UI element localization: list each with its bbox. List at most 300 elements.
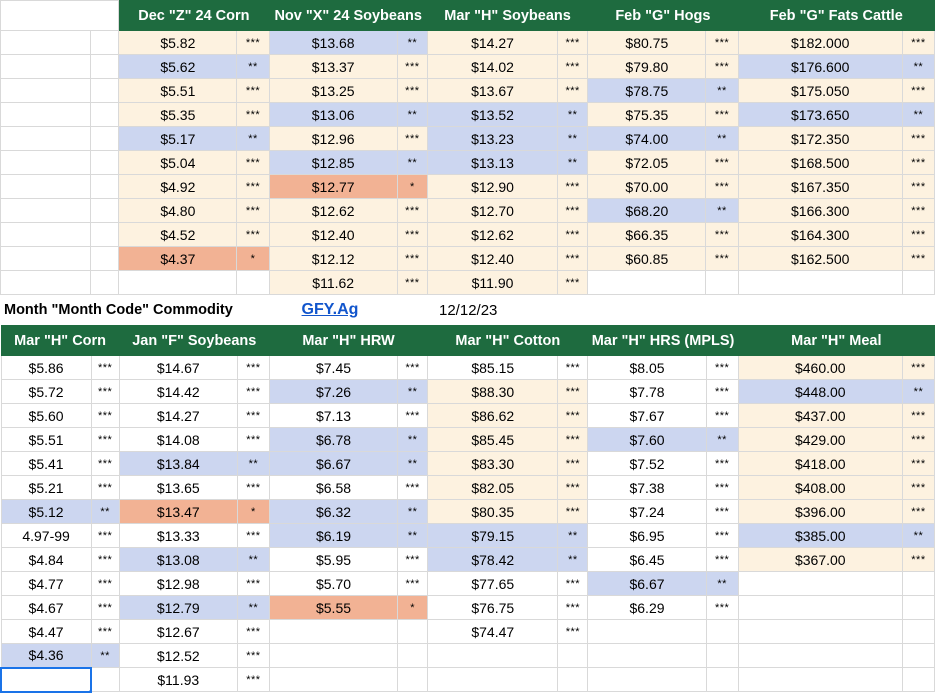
price-cell[interactable]: $6.29 <box>588 596 706 620</box>
row-blank-cell[interactable] <box>1 151 91 175</box>
stars-cell[interactable]: *** <box>237 103 269 127</box>
stars-cell[interactable]: *** <box>397 127 427 151</box>
price-cell[interactable]: $12.62 <box>427 223 557 247</box>
stars-cell[interactable]: *** <box>237 79 269 103</box>
stars-cell[interactable]: ** <box>237 452 269 476</box>
price-cell[interactable]: $14.27 <box>427 31 557 55</box>
price-cell[interactable]: $7.60 <box>588 428 706 452</box>
price-cell[interactable]: $13.25 <box>269 79 397 103</box>
price-cell[interactable] <box>269 620 397 644</box>
price-cell[interactable] <box>119 271 237 295</box>
price-cell[interactable]: $13.08 <box>119 548 237 572</box>
stars-cell[interactable]: *** <box>237 668 269 692</box>
price-cell[interactable]: $13.52 <box>427 103 557 127</box>
stars-cell[interactable]: ** <box>558 103 588 127</box>
price-cell[interactable]: $5.21 <box>1 476 91 500</box>
stars-cell[interactable]: * <box>398 596 428 620</box>
price-cell[interactable]: $86.62 <box>428 404 558 428</box>
price-cell[interactable]: $4.36 <box>1 644 91 668</box>
price-cell[interactable]: $60.85 <box>588 247 706 271</box>
stars-cell[interactable]: * <box>397 175 427 199</box>
price-cell[interactable]: $11.93 <box>119 668 237 692</box>
price-cell[interactable]: $13.37 <box>269 55 397 79</box>
price-cell[interactable] <box>588 271 706 295</box>
price-cell[interactable]: $80.35 <box>428 500 558 524</box>
stars-cell[interactable]: *** <box>398 476 428 500</box>
stars-cell[interactable]: *** <box>237 428 269 452</box>
stars-cell[interactable]: ** <box>902 55 934 79</box>
stars-cell[interactable] <box>902 620 934 644</box>
price-cell[interactable] <box>588 644 706 668</box>
price-cell[interactable]: $13.68 <box>269 31 397 55</box>
price-cell[interactable]: $164.300 <box>738 223 902 247</box>
price-cell[interactable]: $4.77 <box>1 572 91 596</box>
stars-cell[interactable]: ** <box>397 31 427 55</box>
price-cell[interactable]: $66.35 <box>588 223 706 247</box>
price-cell[interactable]: $5.86 <box>1 356 91 380</box>
price-cell[interactable]: $5.62 <box>119 55 237 79</box>
price-cell[interactable]: $7.26 <box>269 380 397 404</box>
stars-cell[interactable]: *** <box>91 476 119 500</box>
stars-cell[interactable]: *** <box>237 644 269 668</box>
row-blank-cell[interactable] <box>1 223 91 247</box>
stars-cell[interactable]: *** <box>902 428 934 452</box>
row-blank-cell[interactable] <box>91 79 119 103</box>
price-cell[interactable]: $7.67 <box>588 404 706 428</box>
price-cell[interactable] <box>1 668 91 692</box>
stars-cell[interactable]: ** <box>91 644 119 668</box>
price-cell[interactable]: $13.13 <box>427 151 557 175</box>
stars-cell[interactable]: *** <box>237 620 269 644</box>
stars-cell[interactable]: *** <box>706 548 738 572</box>
stars-cell[interactable]: ** <box>398 500 428 524</box>
price-cell[interactable]: $5.35 <box>119 103 237 127</box>
stars-cell[interactable]: *** <box>91 452 119 476</box>
stars-cell[interactable]: *** <box>398 356 428 380</box>
stars-cell[interactable]: *** <box>91 404 119 428</box>
price-cell[interactable] <box>428 644 558 668</box>
price-cell[interactable]: $5.04 <box>119 151 237 175</box>
stars-cell[interactable]: *** <box>398 548 428 572</box>
stars-cell[interactable]: ** <box>237 55 269 79</box>
stars-cell[interactable]: *** <box>91 356 119 380</box>
stars-cell[interactable]: *** <box>706 524 738 548</box>
row-blank-cell[interactable] <box>91 151 119 175</box>
stars-cell[interactable]: ** <box>237 548 269 572</box>
price-cell[interactable] <box>738 572 902 596</box>
price-cell[interactable]: $14.27 <box>119 404 237 428</box>
price-cell[interactable]: $4.52 <box>119 223 237 247</box>
stars-cell[interactable]: ** <box>397 103 427 127</box>
price-cell[interactable]: $12.67 <box>119 620 237 644</box>
price-cell[interactable]: $12.62 <box>269 199 397 223</box>
stars-cell[interactable]: *** <box>558 31 588 55</box>
row-blank-cell[interactable] <box>91 127 119 151</box>
row-blank-cell[interactable] <box>1 175 91 199</box>
price-cell[interactable] <box>738 596 902 620</box>
stars-cell[interactable]: *** <box>558 79 588 103</box>
stars-cell[interactable]: *** <box>398 572 428 596</box>
stars-cell[interactable]: *** <box>902 548 934 572</box>
stars-cell[interactable] <box>237 271 269 295</box>
stars-cell[interactable] <box>706 271 738 295</box>
price-cell[interactable]: $78.42 <box>428 548 558 572</box>
stars-cell[interactable]: *** <box>91 596 119 620</box>
stars-cell[interactable] <box>902 644 934 668</box>
stars-cell[interactable]: *** <box>706 404 738 428</box>
stars-cell[interactable]: *** <box>237 151 269 175</box>
stars-cell[interactable]: *** <box>397 223 427 247</box>
price-cell[interactable]: $79.80 <box>588 55 706 79</box>
stars-cell[interactable] <box>91 668 119 692</box>
stars-cell[interactable]: *** <box>902 247 934 271</box>
price-cell[interactable]: $6.19 <box>269 524 397 548</box>
stars-cell[interactable]: *** <box>237 31 269 55</box>
row-blank-cell[interactable] <box>1 127 91 151</box>
stars-cell[interactable]: *** <box>237 175 269 199</box>
stars-cell[interactable]: *** <box>706 31 738 55</box>
price-cell[interactable]: $75.35 <box>588 103 706 127</box>
stars-cell[interactable]: *** <box>91 428 119 452</box>
row-blank-cell[interactable] <box>91 247 119 271</box>
price-cell[interactable]: $14.02 <box>427 55 557 79</box>
stars-cell[interactable]: *** <box>397 79 427 103</box>
price-cell[interactable]: $7.78 <box>588 380 706 404</box>
stars-cell[interactable]: *** <box>558 572 588 596</box>
price-cell[interactable]: $7.13 <box>269 404 397 428</box>
row-blank-cell[interactable] <box>91 103 119 127</box>
row-blank-cell[interactable] <box>91 199 119 223</box>
row-blank-cell[interactable] <box>1 199 91 223</box>
stars-cell[interactable]: *** <box>902 404 934 428</box>
stars-cell[interactable] <box>398 620 428 644</box>
stars-cell[interactable] <box>706 620 738 644</box>
stars-cell[interactable]: *** <box>237 524 269 548</box>
row-blank-cell[interactable] <box>91 175 119 199</box>
price-cell[interactable]: $5.95 <box>269 548 397 572</box>
price-cell[interactable]: $460.00 <box>738 356 902 380</box>
row-blank-cell[interactable] <box>1 55 91 79</box>
price-cell[interactable] <box>269 668 397 692</box>
stars-cell[interactable]: *** <box>558 55 588 79</box>
price-cell[interactable]: $437.00 <box>738 404 902 428</box>
price-cell[interactable]: $6.95 <box>588 524 706 548</box>
stars-cell[interactable]: *** <box>902 31 934 55</box>
price-cell[interactable]: $80.75 <box>588 31 706 55</box>
price-cell[interactable]: $8.05 <box>588 356 706 380</box>
price-cell[interactable]: $5.72 <box>1 380 91 404</box>
price-cell[interactable]: $12.98 <box>119 572 237 596</box>
row-blank-cell[interactable] <box>1 271 91 295</box>
price-cell[interactable]: $77.65 <box>428 572 558 596</box>
stars-cell[interactable]: ** <box>237 127 269 151</box>
price-cell[interactable] <box>738 271 902 295</box>
stars-cell[interactable]: *** <box>902 500 934 524</box>
row-blank-cell[interactable] <box>1 247 91 271</box>
stars-cell[interactable]: *** <box>237 356 269 380</box>
stars-cell[interactable]: *** <box>237 404 269 428</box>
price-cell[interactable]: $5.60 <box>1 404 91 428</box>
price-cell[interactable]: $14.42 <box>119 380 237 404</box>
stars-cell[interactable]: ** <box>558 524 588 548</box>
price-cell[interactable]: $396.00 <box>738 500 902 524</box>
price-cell[interactable]: $11.62 <box>269 271 397 295</box>
stars-cell[interactable]: *** <box>91 380 119 404</box>
price-cell[interactable]: $173.650 <box>738 103 902 127</box>
price-cell[interactable]: $5.55 <box>269 596 397 620</box>
gfy-ag-link-cell[interactable] <box>275 295 385 325</box>
row-blank-cell[interactable] <box>91 55 119 79</box>
stars-cell[interactable] <box>902 668 934 692</box>
price-cell[interactable]: $6.45 <box>588 548 706 572</box>
price-cell[interactable]: $11.90 <box>427 271 557 295</box>
price-cell[interactable]: $14.08 <box>119 428 237 452</box>
price-cell[interactable]: $13.67 <box>427 79 557 103</box>
stars-cell[interactable]: *** <box>902 476 934 500</box>
stars-cell[interactable]: ** <box>558 151 588 175</box>
gfy-ag-link[interactable]: GFY.Ag <box>301 301 359 318</box>
price-cell[interactable]: 4.97-99 <box>1 524 91 548</box>
stars-cell[interactable]: *** <box>558 223 588 247</box>
price-cell[interactable]: $5.51 <box>119 79 237 103</box>
row-blank-cell[interactable] <box>91 271 119 295</box>
price-cell[interactable]: $72.05 <box>588 151 706 175</box>
stars-cell[interactable]: *** <box>558 271 588 295</box>
price-cell[interactable]: $4.37 <box>119 247 237 271</box>
stars-cell[interactable]: ** <box>237 596 269 620</box>
price-cell[interactable]: $6.78 <box>269 428 397 452</box>
stars-cell[interactable]: *** <box>91 548 119 572</box>
price-cell[interactable]: $4.67 <box>1 596 91 620</box>
stars-cell[interactable]: ** <box>706 572 738 596</box>
price-cell[interactable] <box>269 644 397 668</box>
stars-cell[interactable]: *** <box>706 55 738 79</box>
price-cell[interactable] <box>738 620 902 644</box>
price-cell[interactable]: $172.350 <box>738 127 902 151</box>
price-cell[interactable] <box>738 644 902 668</box>
stars-cell[interactable]: *** <box>91 572 119 596</box>
stars-cell[interactable]: ** <box>397 151 427 175</box>
stars-cell[interactable]: *** <box>706 356 738 380</box>
stars-cell[interactable]: *** <box>397 55 427 79</box>
stars-cell[interactable]: *** <box>397 199 427 223</box>
row-blank-cell[interactable] <box>91 31 119 55</box>
stars-cell[interactable]: ** <box>902 380 934 404</box>
price-cell[interactable]: $418.00 <box>738 452 902 476</box>
price-cell[interactable]: $176.600 <box>738 55 902 79</box>
price-cell[interactable]: $175.050 <box>738 79 902 103</box>
stars-cell[interactable]: *** <box>91 524 119 548</box>
stars-cell[interactable]: *** <box>902 151 934 175</box>
stars-cell[interactable]: *** <box>902 175 934 199</box>
price-cell[interactable]: $13.33 <box>119 524 237 548</box>
price-cell[interactable]: $12.40 <box>269 223 397 247</box>
price-cell[interactable]: $162.500 <box>738 247 902 271</box>
stars-cell[interactable]: *** <box>237 572 269 596</box>
price-cell[interactable]: $429.00 <box>738 428 902 452</box>
price-cell[interactable]: $5.82 <box>119 31 237 55</box>
stars-cell[interactable]: *** <box>706 452 738 476</box>
price-cell[interactable]: $4.80 <box>119 199 237 223</box>
price-cell[interactable]: $5.51 <box>1 428 91 452</box>
price-cell[interactable]: $5.17 <box>119 127 237 151</box>
stars-cell[interactable]: ** <box>398 428 428 452</box>
price-cell[interactable]: $7.38 <box>588 476 706 500</box>
stars-cell[interactable]: *** <box>237 199 269 223</box>
stars-cell[interactable]: *** <box>706 103 738 127</box>
stars-cell[interactable]: ** <box>706 79 738 103</box>
stars-cell[interactable]: ** <box>91 500 119 524</box>
price-cell[interactable]: $385.00 <box>738 524 902 548</box>
stars-cell[interactable]: * <box>237 500 269 524</box>
price-cell[interactable]: $88.30 <box>428 380 558 404</box>
price-cell[interactable]: $74.47 <box>428 620 558 644</box>
price-cell[interactable]: $6.32 <box>269 500 397 524</box>
stars-cell[interactable]: *** <box>558 199 588 223</box>
stars-cell[interactable]: ** <box>558 548 588 572</box>
stars-cell[interactable]: *** <box>902 199 934 223</box>
stars-cell[interactable]: *** <box>397 247 427 271</box>
row-blank-cell[interactable] <box>1 79 91 103</box>
stars-cell[interactable]: ** <box>398 380 428 404</box>
row-blank-cell[interactable] <box>91 223 119 247</box>
stars-cell[interactable]: *** <box>706 175 738 199</box>
price-cell[interactable]: $7.24 <box>588 500 706 524</box>
price-cell[interactable]: $12.85 <box>269 151 397 175</box>
price-cell[interactable]: $6.67 <box>269 452 397 476</box>
price-cell[interactable]: $7.52 <box>588 452 706 476</box>
stars-cell[interactable]: *** <box>237 476 269 500</box>
stars-cell[interactable]: ** <box>902 103 934 127</box>
stars-cell[interactable]: *** <box>558 247 588 271</box>
stars-cell[interactable]: ** <box>558 127 588 151</box>
stars-cell[interactable] <box>398 644 428 668</box>
stars-cell[interactable]: *** <box>706 223 738 247</box>
price-cell[interactable]: $85.15 <box>428 356 558 380</box>
stars-cell[interactable]: *** <box>902 79 934 103</box>
price-cell[interactable]: $4.92 <box>119 175 237 199</box>
price-cell[interactable]: $12.79 <box>119 596 237 620</box>
stars-cell[interactable]: *** <box>558 452 588 476</box>
price-cell[interactable]: $12.70 <box>427 199 557 223</box>
stars-cell[interactable] <box>902 596 934 620</box>
selection-handle[interactable] <box>88 689 91 692</box>
price-cell[interactable]: $4.84 <box>1 548 91 572</box>
stars-cell[interactable]: *** <box>91 620 119 644</box>
price-cell[interactable]: $79.15 <box>428 524 558 548</box>
stars-cell[interactable]: *** <box>558 596 588 620</box>
stars-cell[interactable]: *** <box>558 175 588 199</box>
stars-cell[interactable]: *** <box>902 127 934 151</box>
stars-cell[interactable]: *** <box>902 223 934 247</box>
stars-cell[interactable]: *** <box>558 428 588 452</box>
stars-cell[interactable]: *** <box>706 476 738 500</box>
price-cell[interactable]: $7.45 <box>269 356 397 380</box>
stars-cell[interactable]: *** <box>902 356 934 380</box>
price-cell[interactable]: $14.67 <box>119 356 237 380</box>
price-cell[interactable]: $12.77 <box>269 175 397 199</box>
stars-cell[interactable]: *** <box>706 151 738 175</box>
price-cell[interactable]: $12.90 <box>427 175 557 199</box>
stars-cell[interactable] <box>706 668 738 692</box>
stars-cell[interactable]: *** <box>706 500 738 524</box>
price-cell[interactable] <box>588 620 706 644</box>
price-cell[interactable]: $12.52 <box>119 644 237 668</box>
price-cell[interactable]: $5.12 <box>1 500 91 524</box>
price-cell[interactable]: $70.00 <box>588 175 706 199</box>
stars-cell[interactable]: *** <box>902 452 934 476</box>
price-cell[interactable]: $13.06 <box>269 103 397 127</box>
stars-cell[interactable]: *** <box>558 380 588 404</box>
stars-cell[interactable] <box>902 271 934 295</box>
price-cell[interactable]: $12.40 <box>427 247 557 271</box>
price-cell[interactable] <box>588 668 706 692</box>
price-cell[interactable]: $167.350 <box>738 175 902 199</box>
stars-cell[interactable]: ** <box>398 452 428 476</box>
price-cell[interactable]: $76.75 <box>428 596 558 620</box>
price-cell[interactable]: $85.45 <box>428 428 558 452</box>
price-cell[interactable] <box>428 668 558 692</box>
stars-cell[interactable]: ** <box>706 428 738 452</box>
row-blank-cell[interactable] <box>1 103 91 127</box>
price-cell[interactable]: $5.70 <box>269 572 397 596</box>
price-cell[interactable]: $6.67 <box>588 572 706 596</box>
stars-cell[interactable]: *** <box>706 247 738 271</box>
stars-cell[interactable]: *** <box>558 404 588 428</box>
price-cell[interactable]: $82.05 <box>428 476 558 500</box>
price-cell[interactable]: $13.47 <box>119 500 237 524</box>
stars-cell[interactable] <box>706 644 738 668</box>
stars-cell[interactable]: *** <box>397 271 427 295</box>
price-cell[interactable]: $78.75 <box>588 79 706 103</box>
stars-cell[interactable]: ** <box>902 524 934 548</box>
price-cell[interactable]: $408.00 <box>738 476 902 500</box>
price-cell[interactable]: $5.41 <box>1 452 91 476</box>
stars-cell[interactable]: *** <box>706 380 738 404</box>
stars-cell[interactable] <box>558 668 588 692</box>
stars-cell[interactable] <box>558 644 588 668</box>
price-cell[interactable]: $83.30 <box>428 452 558 476</box>
stars-cell[interactable]: *** <box>398 404 428 428</box>
price-cell[interactable]: $4.47 <box>1 620 91 644</box>
price-cell[interactable]: $367.00 <box>738 548 902 572</box>
price-cell[interactable]: $12.12 <box>269 247 397 271</box>
stars-cell[interactable]: ** <box>706 127 738 151</box>
price-cell[interactable]: $448.00 <box>738 380 902 404</box>
price-cell[interactable]: $13.23 <box>427 127 557 151</box>
price-cell[interactable]: $12.96 <box>269 127 397 151</box>
stars-cell[interactable] <box>902 572 934 596</box>
price-cell[interactable]: $68.20 <box>588 199 706 223</box>
price-cell[interactable]: $6.58 <box>269 476 397 500</box>
stars-cell[interactable]: *** <box>558 620 588 644</box>
price-cell[interactable]: $168.500 <box>738 151 902 175</box>
stars-cell[interactable]: *** <box>558 476 588 500</box>
price-cell[interactable]: $13.65 <box>119 476 237 500</box>
stars-cell[interactable]: *** <box>237 380 269 404</box>
price-cell[interactable]: $182.000 <box>738 31 902 55</box>
stars-cell[interactable] <box>398 668 428 692</box>
stars-cell[interactable]: ** <box>398 524 428 548</box>
stars-cell[interactable]: * <box>237 247 269 271</box>
price-cell[interactable]: $74.00 <box>588 127 706 151</box>
stars-cell[interactable]: *** <box>237 223 269 247</box>
price-cell[interactable] <box>738 668 902 692</box>
price-cell[interactable]: $13.84 <box>119 452 237 476</box>
row-blank-cell[interactable] <box>1 31 91 55</box>
stars-cell[interactable]: ** <box>706 199 738 223</box>
stars-cell[interactable]: *** <box>706 596 738 620</box>
